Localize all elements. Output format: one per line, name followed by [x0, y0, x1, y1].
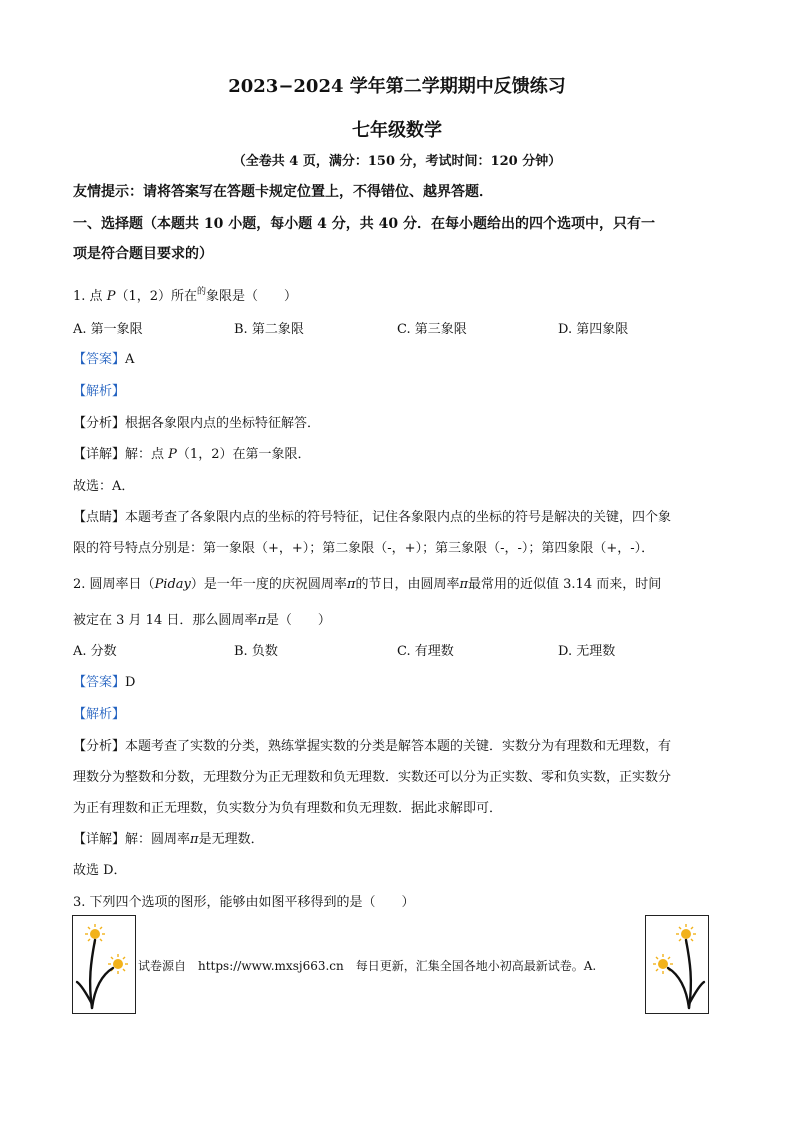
q2-line1-d: 最常用的近似值 3.14 而来，时间: [468, 577, 662, 592]
stem-icon: [77, 940, 113, 1008]
q1-jiexi: 【解析】: [73, 384, 126, 399]
q1-fenxi: [73, 412, 320, 431]
q1-dianjing-line1: [73, 506, 671, 525]
q2-line1-c: 的节日，由圆周率: [355, 577, 460, 592]
q2-pi-2: π: [459, 577, 469, 592]
q2-jiexi: 【解析】: [73, 707, 126, 722]
q2-line1-a: 圆周率日（: [89, 577, 155, 592]
q2-answer-value: D: [125, 675, 136, 690]
notice: 友情提示：请将答案写在答题卡规定位置上，不得错位、越界答题．: [73, 184, 493, 200]
q2-pi-day: Piday: [154, 577, 191, 592]
q1-dianjing-line2: 限的符号特点分别是：第一象限（+，+）；第二象限（-，+）；第三象限（-，-）；第四象限（+，-）．: [73, 541, 655, 556]
q2-fenxi-text1: 本题考查了实数的分类，熟练掌握实数的分类是解答本题的关键．实数分为有理数和无理数，有: [125, 739, 672, 754]
q2-answer-tag: 【答案】: [73, 675, 126, 690]
q1-option-b: B. 第二象限: [234, 322, 304, 337]
watermark-text: 试卷源自 https://www.mxsj663.cn 每日更新，汇集全国各地小初高最新试卷。A.: [138, 959, 597, 973]
q1-fenxi-tag: 【分析】: [73, 416, 126, 431]
q1-xiangjie-var: P: [168, 447, 177, 462]
q2-line2-a: 被定在 3 月 14 日．那么圆周率: [73, 613, 258, 628]
q1-answer-value: A: [125, 352, 135, 367]
question-1: [73, 284, 297, 304]
q3-text: 下列四个选项的图形，能够由如图平移得到的是（ ）: [89, 895, 415, 910]
q1-small: 的: [197, 287, 207, 297]
q1-var: P: [106, 289, 116, 304]
q1-xiangjie-b: （1，2）在第一象限．: [176, 447, 311, 462]
q2-option-a: A. 分数: [73, 644, 117, 659]
q1-dianjing-tag: 【点睛】: [73, 510, 126, 525]
stem-icon: [668, 940, 704, 1008]
q1-number: 1.: [73, 289, 86, 304]
q2-pi-3: π: [257, 613, 266, 628]
q1-xiangjie-tag: 【详解】: [73, 447, 126, 462]
q2-guxuan: 故选 D．: [73, 863, 127, 878]
q1-xiangjie: [73, 443, 310, 462]
q2-pi-1: π: [346, 577, 356, 592]
q2-number: 2.: [73, 577, 86, 592]
flower-figure-right: [646, 916, 708, 1013]
q1-option-a: A. 第一象限: [73, 322, 143, 337]
sun-icon: [108, 954, 128, 974]
q2-xiangjie-tag: 【详解】: [73, 832, 126, 847]
q1-text-b: （1，2）所在: [115, 289, 197, 304]
q2-fenxi-line2: 理数分为整数和分数，无理数分为正无理数和负无理数．实数还可以分为正实数、零和负实数，正实数分: [73, 770, 672, 785]
q3-number: 3.: [73, 895, 86, 910]
q1-text-c: 象限是（ ）: [206, 289, 298, 304]
section-heading-line1: 一、选择题（本题共 10 小题，每小题 4 分，共 40 分．在每小题给出的四个选项中，只有一: [73, 216, 655, 232]
q1-dianjing-text1: 本题考查了各象限内点的坐标的符号特征，记住各象限内点的坐标的符号是解决的关键，四个象: [125, 510, 672, 525]
question-2-line2: [73, 609, 331, 628]
q3-figure-option-a: [645, 915, 709, 1014]
section-heading-line2: 项是符合题目要求的）: [73, 246, 213, 262]
q2-option-c: C. 有理数: [397, 644, 454, 659]
exam-subject: 七年级数学: [352, 120, 442, 141]
q2-xiangjie-a: 解：圆周率: [125, 832, 191, 847]
exam-info: （全卷共 4 页，满分：150 分，考试时间：120 分钟）: [232, 154, 562, 169]
exam-title: 2023−2024 学年第二学期期中反馈练习: [228, 76, 566, 97]
q2-xiangjie: [73, 828, 264, 847]
q1-option-c: C. 第三象限: [397, 322, 467, 337]
q2-fenxi-line1: [73, 735, 671, 754]
q2-line1-b: ）是一年一度的庆祝圆周率: [190, 577, 347, 592]
q2-line2-b: 是（ ）: [265, 613, 331, 628]
flower-figure-left: [73, 916, 135, 1013]
q1-answer: [73, 348, 134, 367]
q3-figure-original: [72, 915, 136, 1014]
q1-xiangjie-a: 解：点: [125, 447, 165, 462]
q1-fenxi-text: 根据各象限内点的坐标特征解答．: [125, 416, 321, 431]
q2-option-d: D. 无理数: [558, 644, 616, 659]
q2-fenxi-tag: 【分析】: [73, 739, 126, 754]
q1-guxuan: 故选：A．: [73, 479, 135, 494]
q2-pi-4: π: [190, 832, 199, 847]
q2-xiangjie-b: 是无理数．: [198, 832, 264, 847]
question-2-line1: [73, 573, 661, 592]
q2-fenxi-line3: 为正有理数和正无理数，负实数分为负有理数和负无理数．据此求解即可．: [73, 801, 503, 816]
q1-option-d: D. 第四象限: [558, 322, 629, 337]
q1-answer-tag: 【答案】: [73, 352, 126, 367]
question-3: [73, 891, 415, 910]
q2-answer: [73, 671, 135, 690]
q2-option-b: B. 负数: [234, 644, 278, 659]
q1-text-a: 点: [89, 289, 103, 304]
sun-icon: [653, 954, 673, 974]
